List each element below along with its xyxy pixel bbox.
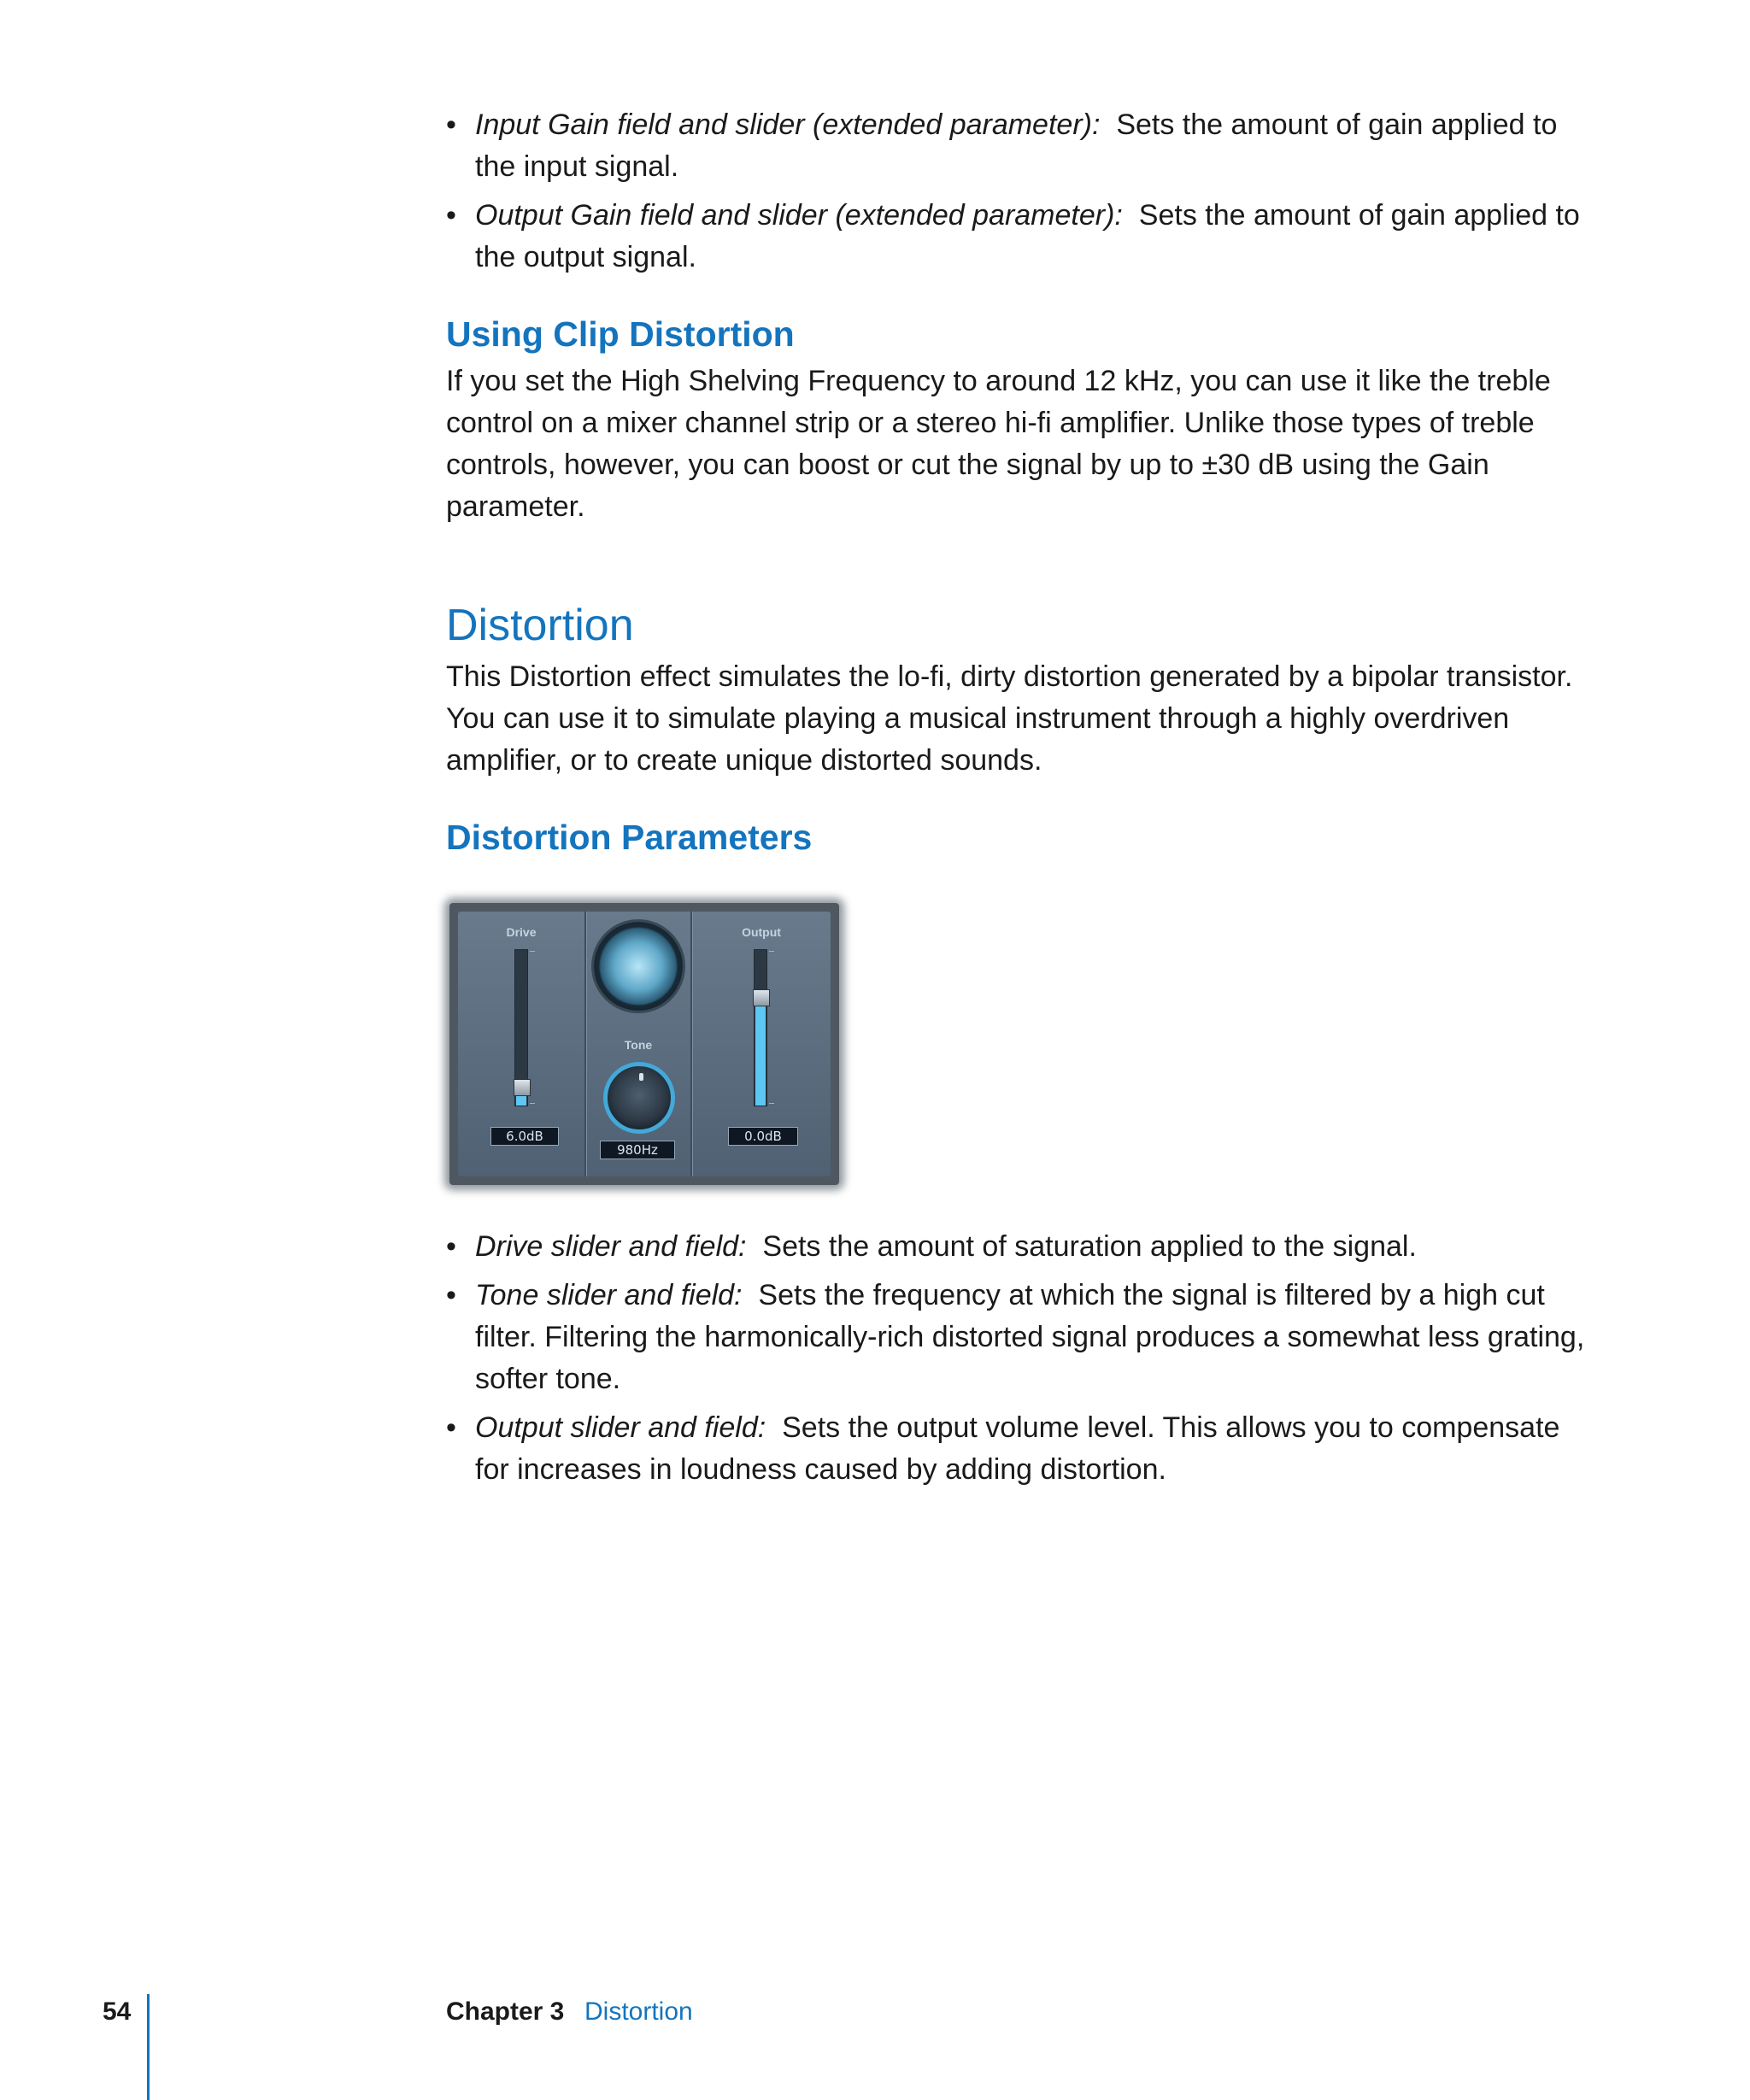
drive-slider[interactable] bbox=[514, 949, 528, 1106]
tone-knob[interactable] bbox=[603, 1062, 675, 1134]
tone-knob-large[interactable] bbox=[594, 922, 683, 1011]
drive-slider-handle[interactable] bbox=[514, 1079, 531, 1096]
list-item bbox=[446, 195, 1591, 279]
page-number: 54 bbox=[103, 1997, 132, 2026]
distortion-parameter-list bbox=[446, 1226, 1591, 1491]
output-label: Output bbox=[742, 925, 781, 939]
parameter-description: Sets the amount of gain applied to the output signal. bbox=[475, 199, 1580, 273]
page-title: Distortion bbox=[446, 601, 634, 650]
bullet-icon: • bbox=[446, 1230, 456, 1263]
parameter-term: Output Gain field and slider (extended parameter): bbox=[475, 199, 1123, 232]
parameter-description: Sets the amount of saturation applied to the signal. bbox=[762, 1230, 1417, 1263]
page-content bbox=[446, 104, 1591, 1498]
distortion-plugin-window bbox=[449, 903, 839, 1185]
bullet-icon: • bbox=[446, 1411, 456, 1444]
drive-section bbox=[458, 912, 586, 1176]
plugin-panel bbox=[458, 912, 831, 1176]
output-slider[interactable] bbox=[754, 949, 767, 1106]
bullet-icon: • bbox=[446, 1279, 456, 1311]
parameter-description: Sets the frequency at which the signal is filtered by a high cut filter. Filtering the harmonically-rich distorted signal produces a somewhat less grating, softer tone. bbox=[475, 1279, 1585, 1395]
drive-label: Drive bbox=[506, 925, 537, 939]
parameter-term: Output slider and field: bbox=[475, 1411, 766, 1444]
parameter-description: Sets the amount of gain applied to the input signal. bbox=[475, 109, 1558, 183]
output-value-field[interactable]: 0.0dB bbox=[728, 1127, 798, 1146]
tick-mark bbox=[769, 951, 774, 952]
clip-distortion-paragraph: If you set the High Shelving Frequency to around 12 kHz, you can use it like the treble control on a mixer channel strip or a stereo hi-fi amplifier. Unlike those types of treble controls, however, you can boost or cut the signal by up to ±30 dB using the Gain parameter. bbox=[446, 365, 1551, 523]
output-section bbox=[692, 912, 831, 1176]
list-item bbox=[446, 1407, 1591, 1491]
list-item bbox=[446, 1275, 1591, 1400]
tick-mark bbox=[530, 1103, 535, 1104]
drive-value-field[interactable]: 6.0dB bbox=[490, 1127, 559, 1146]
parameter-term: Input Gain field and slider (extended parameter): bbox=[475, 109, 1101, 141]
list-item bbox=[446, 104, 1591, 188]
parameter-term: Tone slider and field: bbox=[475, 1279, 743, 1311]
gain-parameter-list bbox=[446, 104, 1591, 279]
output-slider-handle[interactable] bbox=[753, 989, 770, 1006]
parameter-term: Drive slider and field: bbox=[475, 1230, 747, 1263]
parameter-description: Sets the output volume level. This allows you to compensate for increases in loudness caused by adding distortion. bbox=[475, 1411, 1560, 1486]
list-item bbox=[446, 1226, 1591, 1268]
bullet-icon: • bbox=[446, 199, 456, 232]
section-heading-distortion-parameters: Distortion Parameters bbox=[446, 818, 813, 857]
section-heading-clip-distortion: Using Clip Distortion bbox=[446, 314, 795, 354]
footer-chapter-label: Chapter 3 bbox=[446, 1997, 565, 2026]
distortion-intro-paragraph: This Distortion effect simulates the lo-fi, dirty distortion generated by a bipolar transistor. You can use it to simulate playing a musical instrument through a highly overdriven amplifier, or to create unique distorted sounds. bbox=[446, 660, 1573, 777]
tick-mark bbox=[530, 951, 535, 952]
footer-divider bbox=[147, 1994, 150, 2100]
tone-knob-indicator bbox=[639, 1073, 643, 1081]
footer-chapter-title: Distortion bbox=[584, 1997, 693, 2026]
bullet-icon: • bbox=[446, 109, 456, 141]
tick-mark bbox=[769, 1103, 774, 1104]
tone-section bbox=[586, 912, 692, 1176]
tone-label: Tone bbox=[624, 1038, 653, 1052]
tone-value-field[interactable]: 980Hz bbox=[600, 1141, 675, 1159]
output-slider-fill bbox=[755, 997, 766, 1106]
